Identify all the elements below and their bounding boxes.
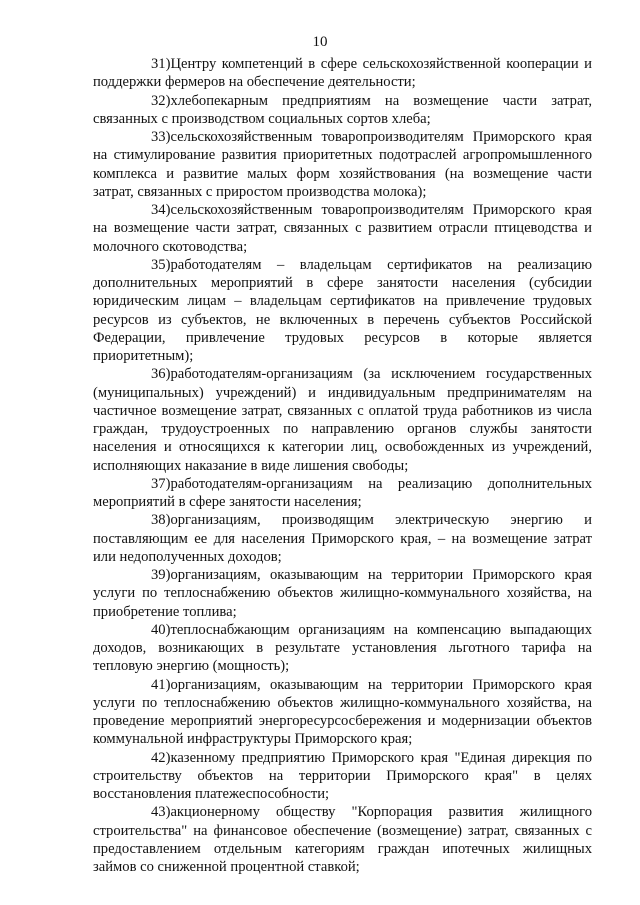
list-item-43: 43)акционерному обществу "Корпорация развития жилищного строительства" на финансовое обеспечение (возмещение) затрат, связанных с предоставлением отдельным категориям граждан ипотечных жилищных займов со сниженной процентной ставкой; <box>93 804 592 875</box>
list-item-38: 38)организациям, производящим электрическую энергию и поставляющим ее для населения Приморского края, – на возмещение затрат или недополученных доходов; <box>93 512 592 565</box>
list-item-35: 35)работодателям – владельцам сертификатов на реализацию дополнительных мероприятий в сфере занятости населения (субсидии юридическим лицам – владельцам сертификатов на привлечение трудовых ресурсов из субъектов, не включенных в перечень субъектов Российской Федерации, привлечение трудовых ресурсов в которые является приоритетным); <box>93 256 592 364</box>
list-item-42: 42)казенному предприятию Приморского края "Единая дирекция по строительству объектов на территории Приморского края" в целях восстановления платежеспособности; <box>93 749 592 802</box>
list-item-36: 36)работодателям-организациям (за исключением государственных (муниципальных) учреждений) и индивидуальным предпринимателям на частичное возмещение затрат, связанных с оплатой труда работников из числа граждан, трудоустроенных по направлению органов службы занятости населения и относящихся к категории лиц, освобожденных из учреждений, исполняющих наказание в виде лишения свободы; <box>93 366 592 474</box>
list-item-34: 34)сельскохозяйственным товаропроизводителям Приморского края на возмещение части затрат, связанных с развитием отрасли птицеводства и молочного скотоводства; <box>93 202 592 255</box>
list-item-40: 40)теплоснабжающим организациям на компенсацию выпадающих доходов, возникающих в результате установления льготного тарифа на тепловую энергию (мощность); <box>93 621 592 675</box>
list-item-39: 39)организациям, оказывающим на территории Приморского края услуги по теплоснабжению объектов жилищно-коммунального хозяйства, на приобретение топлива; <box>93 567 592 620</box>
list-item-32: 32)хлебопекарным предприятиям на возмещение части затрат, связанных с производством социальных сортов хлеба; <box>93 92 592 127</box>
list-item-37: 37)работодателям-организациям на реализацию дополнительных мероприятий в сфере занятости населения; <box>93 475 592 510</box>
list-item-33: 33)сельскохозяйственным товаропроизводителям Приморского края на стимулирование развития приоритетных подотраслей агропромышленного комплекса и развитие малых форм хозяйствования (на возмещение части затрат, связанных с приростом производства молока); <box>93 129 592 200</box>
document-body <box>93 55 592 876</box>
list-item-31: 31)Центру компетенций в сфере сельскохозяйственной кооперации и поддержки фермеров на обеспечение деятельности; <box>93 56 592 91</box>
page-number: 10 <box>312 34 328 50</box>
list-item-41: 41)организациям, оказывающим на территории Приморского края услуги по теплоснабжению объектов жилищно-коммунального хозяйства, на проведение мероприятий энергоресурсосбережения и модернизации объектов коммунальной инфраструктуры Приморского края; <box>93 676 592 748</box>
